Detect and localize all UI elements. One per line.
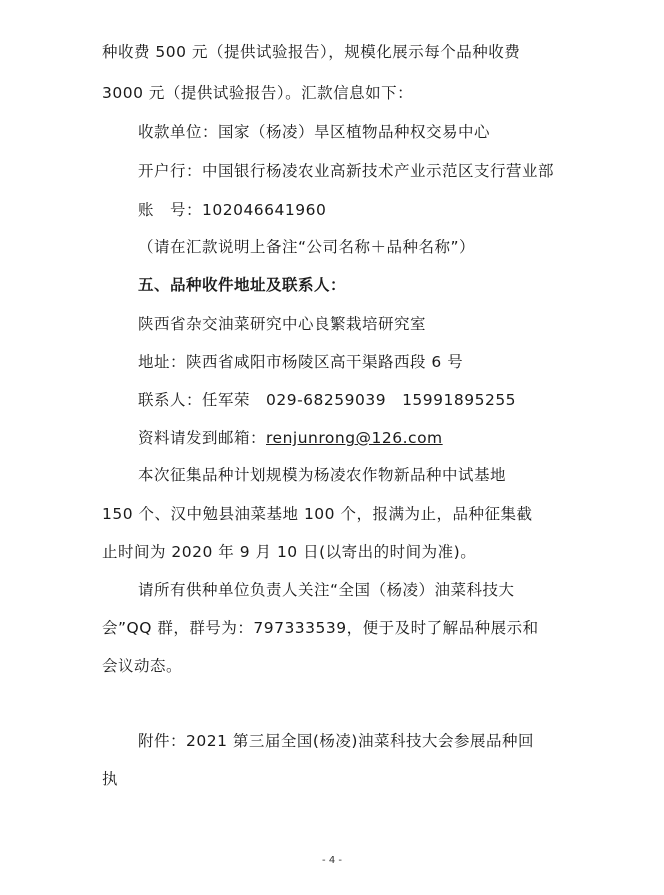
remark-line: （请在汇款说明上备注“公司名称＋品种名称”） <box>138 238 476 256</box>
qq-group-line-2: 会”QQ 群，群号为：797333539，便于及时了解品种展示和 <box>102 619 539 637</box>
fee-text-line-2: 3000 元（提供试验报告）。汇款信息如下： <box>102 84 414 102</box>
attachment-line-2: 执 <box>102 770 119 788</box>
attachment-line-1: 附件：2021 第三届全国(杨凌)油菜科技大会参展品种回 <box>138 732 534 750</box>
email-label: 资料请发到邮箱： <box>138 429 267 447</box>
fee-text-line-1: 种收费 500 元（提供试验报告），规模化展示每个品种收费 <box>102 43 521 61</box>
collection-plan-line-2: 150 个、汉中勉县油菜基地 100 个，报满为止，品种征集截 <box>102 505 533 523</box>
organization-line: 陕西省杂交油菜研究中心良繁栽培研究室 <box>138 315 427 333</box>
email-link[interactable]: renjunrong@126.com <box>266 429 443 447</box>
payee-line: 收款单位：国家（杨凌）旱区植物品种权交易中心 <box>138 123 491 141</box>
email-line <box>138 426 443 448</box>
address-line: 地址：陕西省咸阳市杨陵区高干渠路西段 6 号 <box>138 353 464 371</box>
account-line: 账 号：102046641960 <box>138 201 327 219</box>
section-5-heading: 五、品种收件地址及联系人： <box>138 276 347 294</box>
bank-line: 开户行：中国银行杨凌农业高新技术产业示范区支行营业部 <box>138 162 555 180</box>
page-number: - 4 - <box>322 855 342 866</box>
collection-plan-line-3: 止时间为 2020 年 9 月 10 日(以寄出的时间为准)。 <box>102 543 477 561</box>
contact-line: 联系人：任军荣 029-68259039 15991895255 <box>138 391 517 409</box>
collection-plan-line-1: 本次征集品种计划规模为杨凌农作物新品种中试基地 <box>138 466 507 484</box>
qq-group-line-1: 请所有供种单位负责人关注“全国（杨凌）油菜科技大 <box>138 581 515 599</box>
qq-group-line-3: 会议动态。 <box>102 657 183 675</box>
